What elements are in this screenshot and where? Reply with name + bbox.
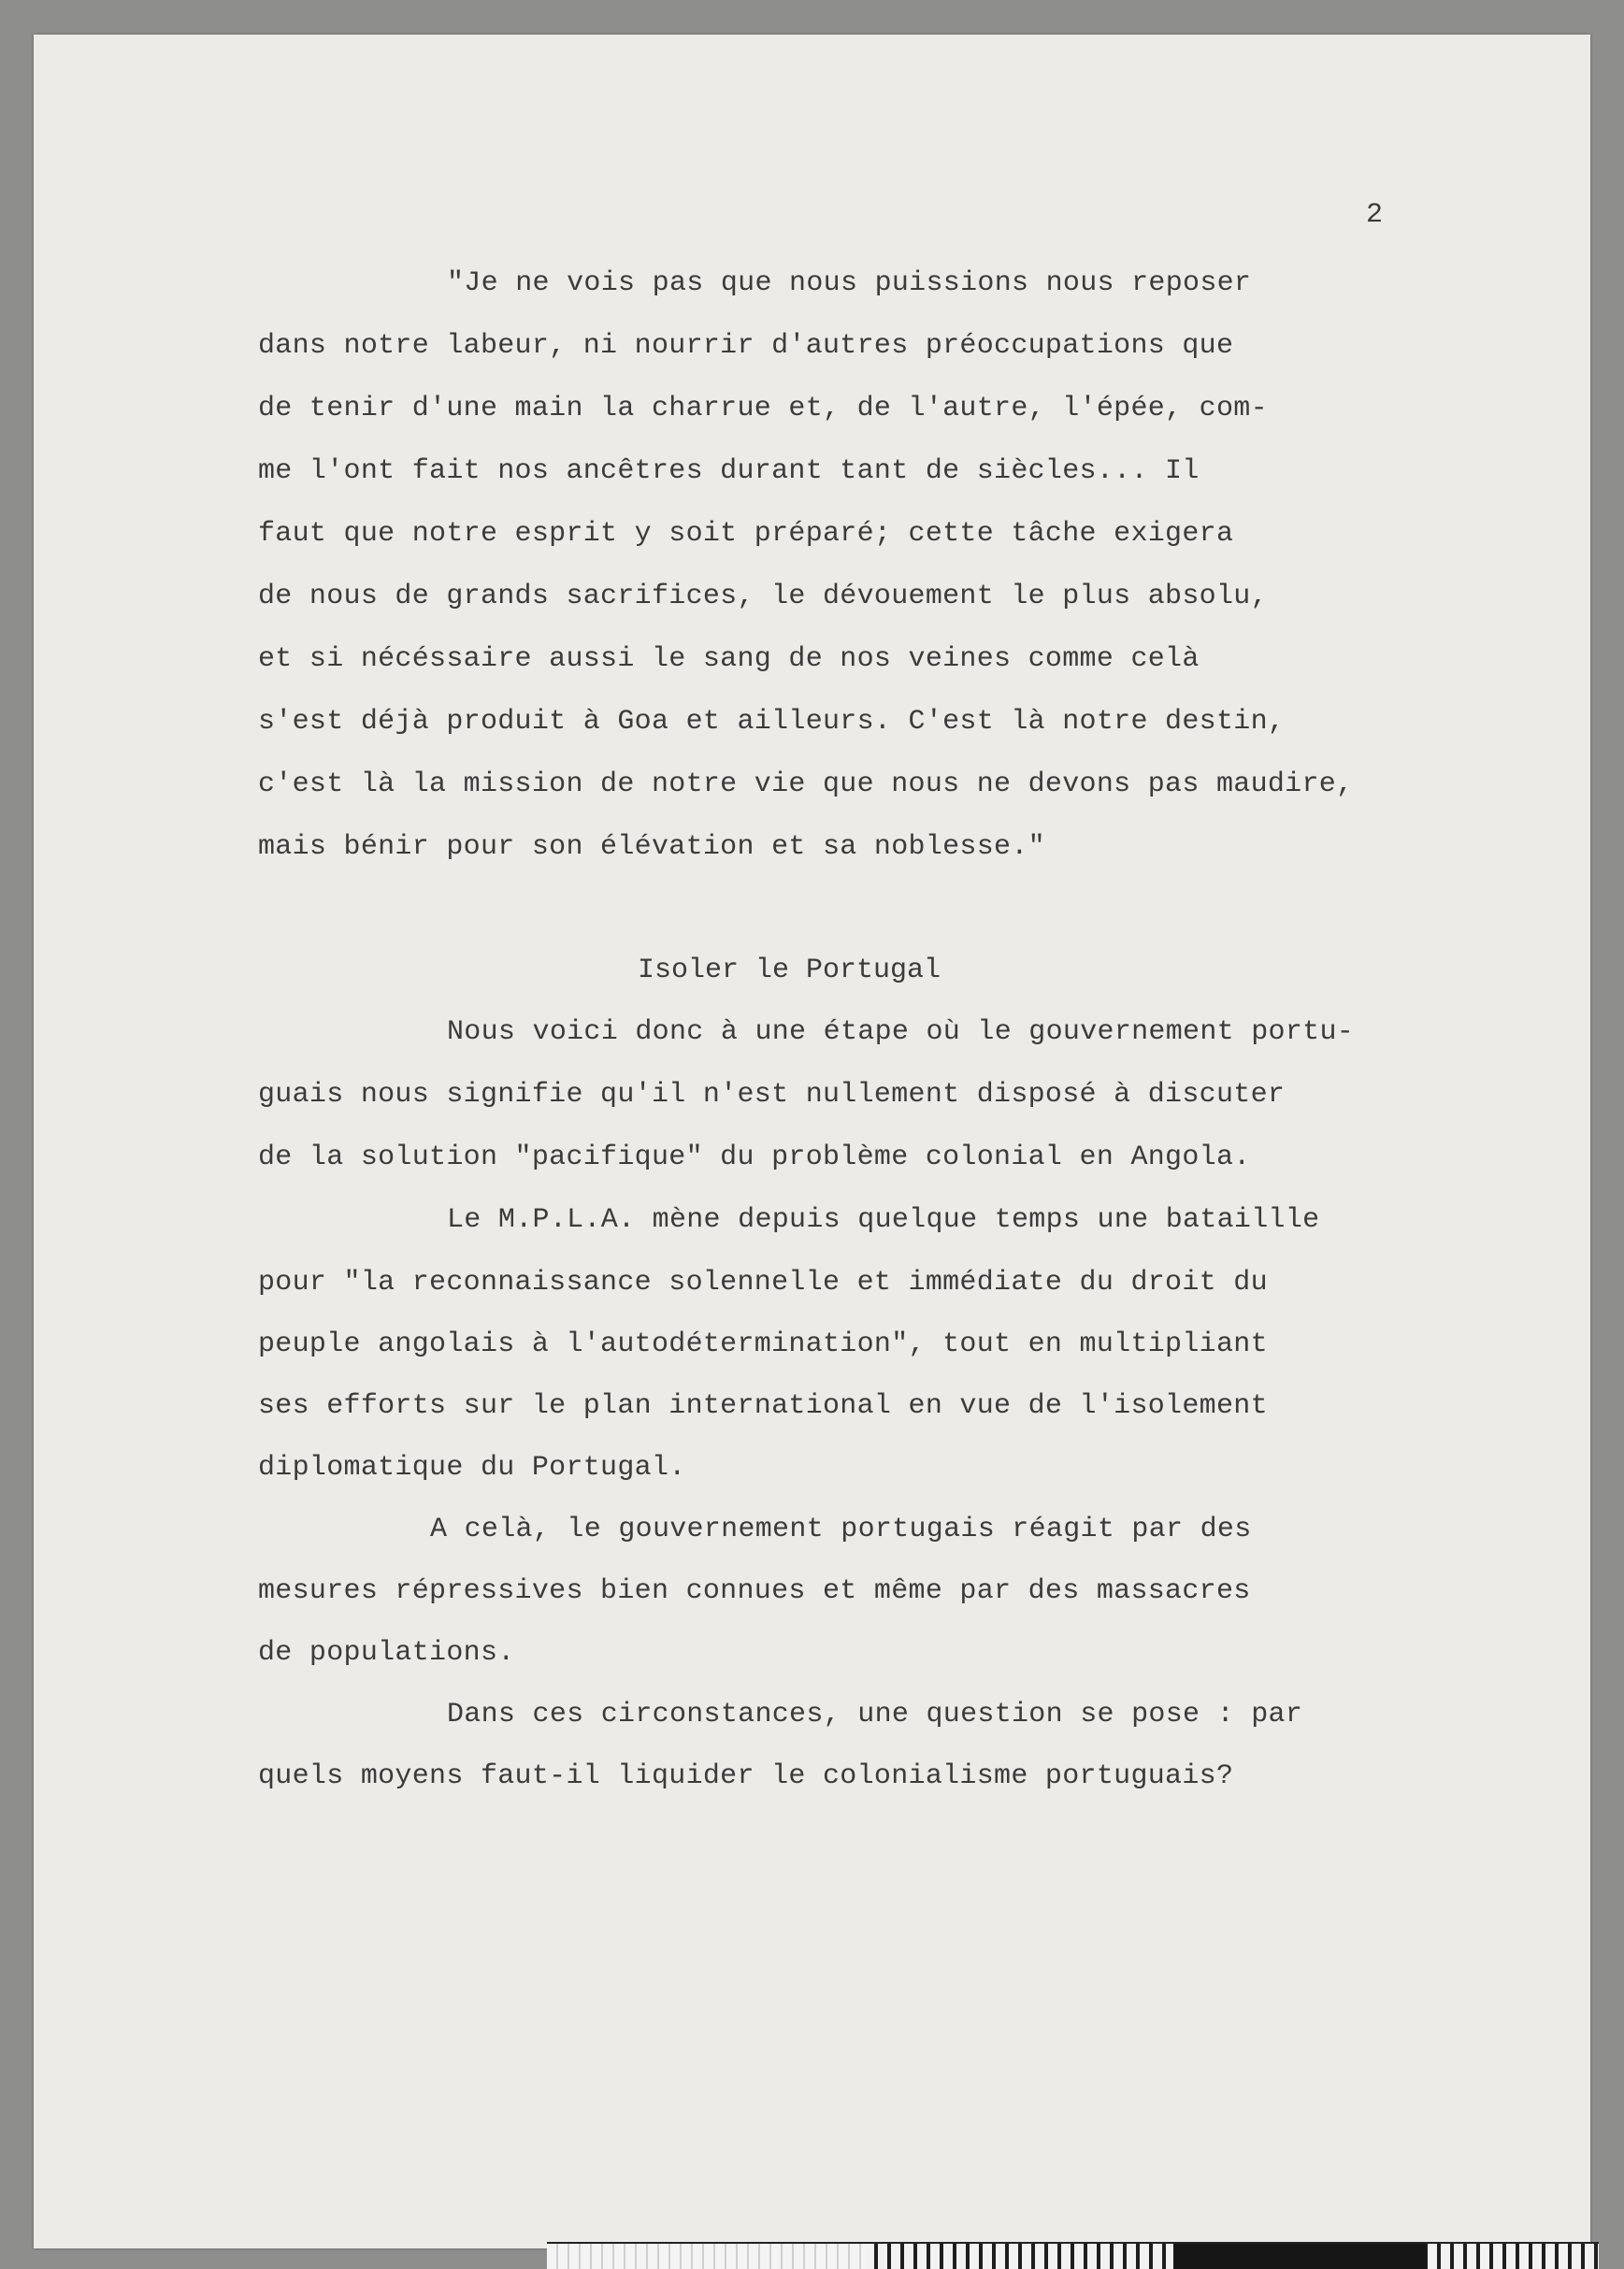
quote-line: de tenir d'une main la charrue et, de l'autre, l'épée, com- (258, 393, 1268, 424)
body-line: mesures répressives bien connues et même par des massacres (258, 1575, 1251, 1607)
body-line: de populations. (258, 1637, 515, 1669)
body-line: Nous voici donc à une étape où le gouvernement portu- (447, 1016, 1355, 1048)
quote-line: mais bénir pour son élévation et sa noblesse." (258, 831, 1045, 863)
page-number: 2 (1366, 199, 1384, 231)
ruler-segment (547, 2244, 865, 2269)
ruler-segment (1173, 2244, 1426, 2269)
section-heading: Isoler le Portugal (638, 955, 941, 986)
document-page (34, 35, 1590, 2248)
body-line: ses efforts sur le plan international en vue de l'isolement (258, 1390, 1268, 1422)
body-line: de la solution "pacifique" du problème colonial en Angola. (258, 1142, 1251, 1173)
body-line: guais nous signifie qu'il n'est nullement disposé à discuter (258, 1079, 1286, 1111)
body-line: Le M.P.L.A. mène depuis quelque temps une bataillle (447, 1204, 1320, 1236)
quote-line: dans notre labeur, ni nourrir d'autres préoccupations que (258, 330, 1234, 362)
quote-line: c'est là la mission de notre vie que nous ne devons pas maudire, (258, 768, 1354, 800)
quote-line: faut que notre esprit y soit préparé; cette tâche exigera (258, 518, 1234, 550)
body-line: diplomatique du Portugal. (258, 1452, 686, 1484)
quote-line: "Je ne vois pas que nous puissions nous reposer (447, 267, 1252, 299)
body-line: A celà, le gouvernement portugais réagit par des (430, 1514, 1252, 1545)
quote-line: et si nécéssaire aussi le sang de nos veines comme celà (258, 643, 1200, 675)
body-line: quels moyens faut-il liquider le colonialisme portuguais? (258, 1760, 1234, 1792)
body-line: pour "la reconnaissance solennelle et immédiate du droit du (258, 1267, 1268, 1299)
quote-line: de nous de grands sacrifices, le dévouement le plus absolu, (258, 581, 1268, 612)
body-line: Dans ces circonstances, une question se pose : par (447, 1699, 1303, 1730)
quote-line: me l'ont fait nos ancêtres durant tant de siècles... Il (258, 455, 1200, 487)
scale-ruler (547, 2242, 1599, 2269)
quote-line: s'est déjà produit à Goa et ailleurs. C'est là notre destin, (258, 706, 1286, 738)
body-line: peuple angolais à l'autodétermination", tout en multipliant (258, 1328, 1268, 1360)
